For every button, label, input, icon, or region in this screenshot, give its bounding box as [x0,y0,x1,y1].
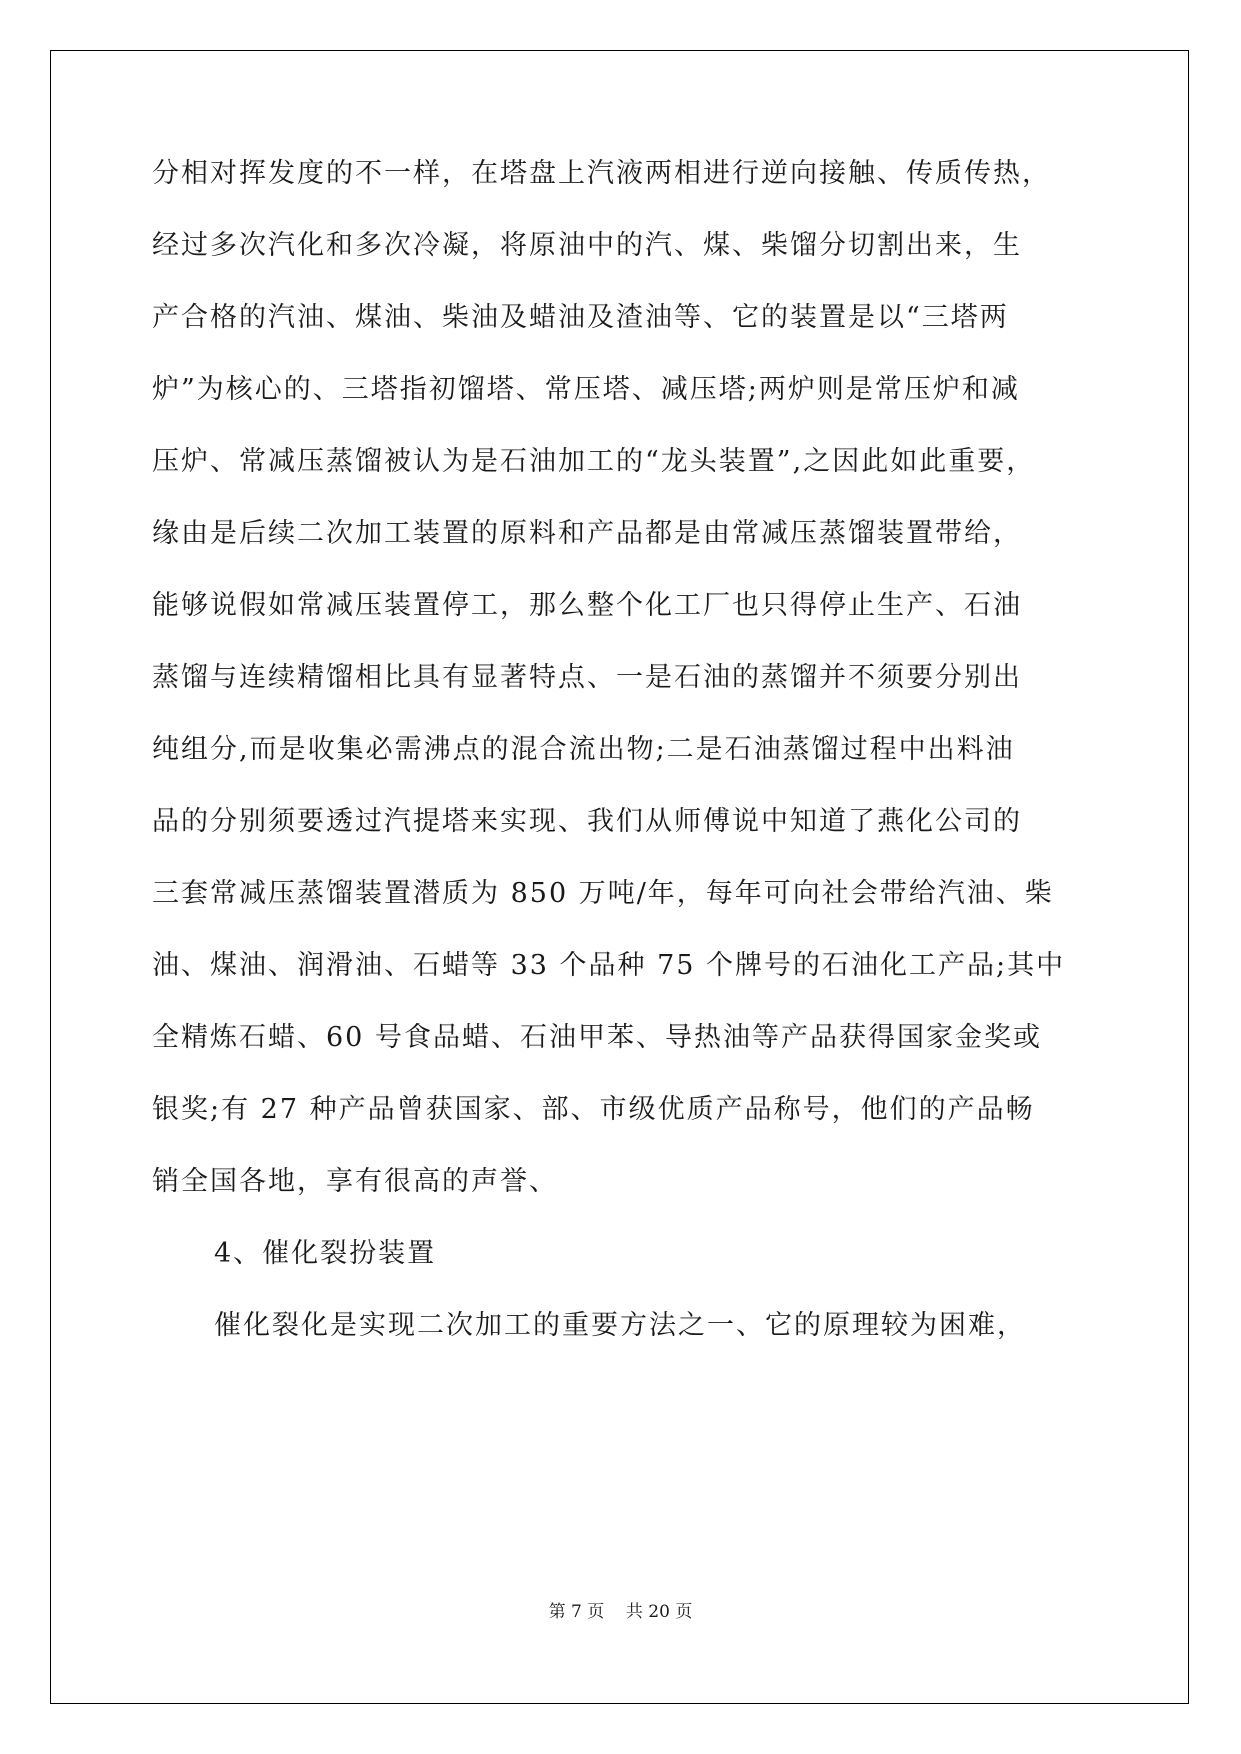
body-line: 油、煤油、润滑油、石蜡等 33 个品种 75 个牌号的石油化工产品;其中 [152,950,1066,981]
body-line: 炉”为核心的、三塔指初馏塔、常压塔、减压塔;两炉则是常压炉和减 [152,374,1020,405]
paragraph-first-line: 催化裂化是实现二次加工的重要方法之一、它的原理较为困难， [214,1310,1026,1341]
body-line: 产合格的汽油、煤油、柴油及蜡油及渣油等、它的装置是以“三塔两 [152,302,1009,333]
section-heading: 4、催化裂扮装置 [214,1238,437,1269]
body-line: 经过多次汽化和多次冷凝，将原油中的汽、煤、柴馏分切割出来，生 [152,230,1022,261]
body-line: 纯组分,而是收集必需沸点的混合流出物;二是石油蒸馏过程中出料油 [152,734,1015,765]
page-number: 第 7 页 共 20 页 [548,1602,693,1622]
body-line: 全精炼石蜡、60 号食品蜡、石油甲苯、导热油等产品获得国家金奖或 [152,1022,1042,1053]
body-line: 能够说假如常减压装置停工，那么整个化工厂也只得停止生产、石油 [152,590,1022,621]
body-line: 分相对挥发度的不一样，在塔盘上汽液两相进行逆向接触、传质传热， [152,158,1051,189]
body-line: 缘由是后续二次加工装置的原料和产品都是由常减压蒸馏装置带给， [152,518,1022,549]
body-line: 银奖;有 27 种产品曾获国家、部、市级优质产品称号，他们的产品畅 [152,1094,1035,1125]
body-line: 品的分别须要透过汽提塔来实现、我们从师傅说中知道了燕化公司的 [152,806,1022,837]
body-line: 销全国各地，享有很高的声誉、 [152,1166,558,1197]
body-line: 压炉、常减压蒸馏被认为是石油加工的“龙头装置”,之因此如此重要， [152,446,1036,477]
body-line: 蒸馏与连续精馏相比具有显著特点、一是石油的蒸馏并不须要分别出 [152,662,1022,693]
body-line: 三套常减压蒸馏装置潜质为 850 万吨/年，每年可向社会带给汽油、柴 [152,878,1054,909]
